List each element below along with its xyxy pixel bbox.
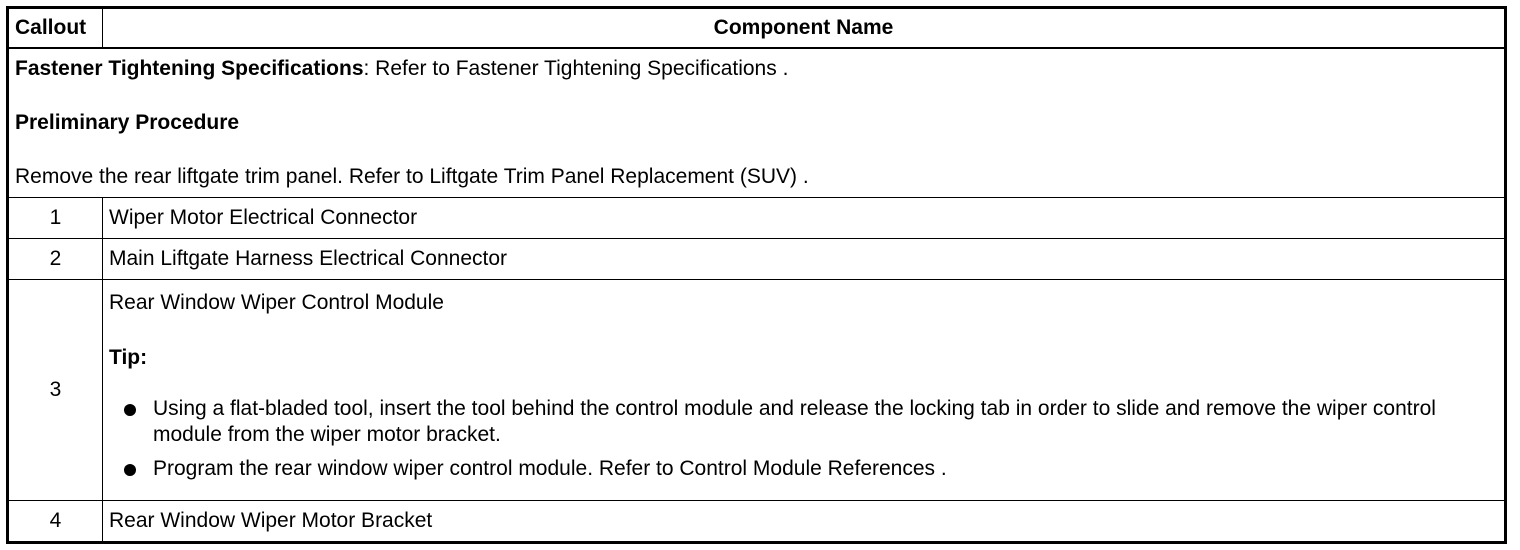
- component-detail-cell: [103, 279, 1506, 500]
- notes-row: [8, 48, 1506, 197]
- tip-item: Using a flat-bladed tool, insert the tool behind the control module and release the locking tab in order to slide and remove the wiper control module from the wiper motor bracket.: [153, 396, 1498, 448]
- component-name: Rear Window Wiper Control Module: [109, 290, 444, 314]
- preliminary-procedure-text: Remove the rear liftgate trim panel. Refer to Liftgate Trim Panel Replacement (SUV) .: [15, 164, 809, 188]
- component-table: [6, 6, 1507, 544]
- callout-number: 1: [8, 197, 103, 238]
- tip-list: [109, 396, 1498, 482]
- callout-number: 2: [8, 238, 103, 279]
- fastener-spec-label: Fastener Tightening Specifications: [15, 56, 364, 80]
- callout-number: 3: [8, 279, 103, 500]
- fastener-spec-text: : Refer to Fastener Tightening Specifications .: [363, 56, 789, 80]
- table-row: [8, 197, 1506, 238]
- table-row: [8, 501, 1506, 543]
- table-row: [8, 279, 1506, 500]
- notes-cell: [8, 48, 1506, 197]
- tip-item: Program the rear window wiper control module. Refer to Control Module References .: [153, 456, 1498, 482]
- preliminary-procedure-heading: Preliminary Procedure: [15, 110, 240, 134]
- table-header-row: [8, 8, 1506, 49]
- tip-label: Tip:: [109, 345, 148, 369]
- callout-number: 4: [8, 501, 103, 543]
- component-name-column-header: Component Name: [103, 8, 1506, 49]
- component-name: Wiper Motor Electrical Connector: [103, 197, 1506, 238]
- component-name: Main Liftgate Harness Electrical Connector: [103, 238, 1506, 279]
- callout-column-header: Callout: [8, 8, 103, 49]
- table-row: [8, 238, 1506, 279]
- fastener-spec-paragraph: [15, 56, 1498, 82]
- component-name: Rear Window Wiper Motor Bracket: [103, 501, 1506, 543]
